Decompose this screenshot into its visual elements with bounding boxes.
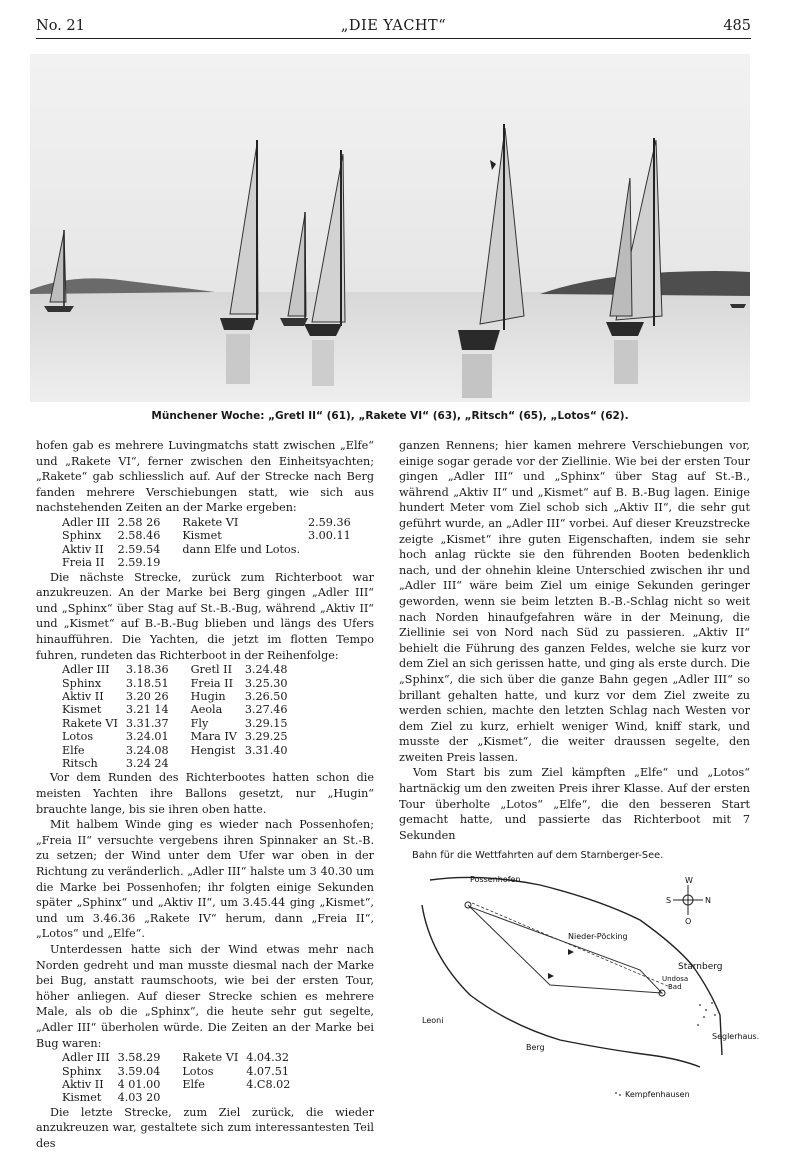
paragraph: ganzen Rennens; hier kamen mehrere Verschiebungen vor, einige sogar gerade vor der Ziellinie. Wie bei der ersten Tour gingen „Adler III“ und „Sphinx“ über Stag auf St.-B., während „Aktiv II“ und „Kismet“ auf B. B.-Bug lagen. Einige hundert Meter vom Ziel schob sich „Aktiv II“, die sehr gut geführt wurde, an „Adler III“ vorbei. Auf dieser Kreuzstrecke zeigte „Kismet“ ihre guten Eigenschaften, indem sie sehr hoch anlag rückte sie den führenden Booten bedenklich nach, und der ohnehin kleine Unterschied zwischen ihr und „Adler III“ wäre beim Ziel um einige Sekunden geringer geworden, wenn sie beim letzten B.-B.-Schlag nicht so weit nach Norden hinaufgefahren wäre in der Meinung, die Ziellinie sei von Nord nach Süd zu passieren. „Aktiv II“ behielt die Führung des ganzen Feldes, welche sie kurz vor dem Ziel an sich gerissen hatte, und ging als erste durch. Die „Sphinx“, die sich über die ganze Bahn gegen „Adler III“ so brillant gehalten hatte, und kurz vor dem Ziel zweite zu werden schien, machte den letzten Schlag nach Westen vor dem Ziel zu kurz, erhielt weniger Wind, kniff stark, und musste der „Kismet“, die weiter draussen segelte, den zweiten Preis lassen. bbox=[399, 439, 750, 764]
compass-o: O bbox=[685, 917, 692, 926]
table-row: Adler III 3.58.29 Rakete VI 4.04.32 bbox=[62, 1051, 289, 1065]
header-rule bbox=[36, 38, 751, 39]
paragraph: Vor dem Runden des Richterbootes hatten schon die meisten Yachten ihre Ballons gesetzt, nur „Hugin“ brauchte lange, bis sie ihren oben hatte. bbox=[36, 771, 374, 816]
table-row: Aktiv II 3.20 26 Hugin 3.26.50 bbox=[62, 689, 288, 703]
paragraph: hofen gab es mehrere Luvingmatchs statt zwischen „Elfe“ und „Rakete VI“, ferner zwischen den Einheitsyachten; „Rakete“ gab schliesslich auf. Auf der Strecke nach Berg fanden mehrere Verschiebungen statt, wie sich aus nachstehenden Zeiten an der Marke ergeben: bbox=[36, 439, 374, 515]
compass-s: S bbox=[666, 896, 672, 905]
times-table-richterboot bbox=[62, 663, 296, 770]
paragraph: Vom Start bis zum Ziel kämpften „Elfe“ und „Lotos“ hartnäckig um den zweiten Preis ihrer Klasse. Auf der ersten Tour überholte „Lotos“ „Elfe“, die den besseren Start gemacht hatte, und passierte das Richterboot mit 7 Sekunden bbox=[399, 766, 750, 842]
label-bad: Bad bbox=[668, 983, 682, 991]
table-row: Kismet 4.03 20 bbox=[62, 1091, 161, 1105]
table-row: Sphinx 2.58.46 Kismet 3.00.11 bbox=[62, 529, 351, 543]
table-row: Elfe 3.24.08 Hengist 3.31.40 bbox=[62, 743, 288, 757]
left-column bbox=[36, 438, 374, 1152]
regatta-photo bbox=[30, 54, 750, 402]
course-map bbox=[400, 845, 760, 1100]
label-possenhofen: Possenhofen bbox=[470, 875, 521, 884]
page-number: 485 bbox=[723, 18, 751, 34]
times-table-bug bbox=[62, 1051, 298, 1105]
table-row: Sphinx 3.18.51 Freia II 3.25.30 bbox=[62, 676, 288, 690]
times-table-berg bbox=[62, 516, 359, 570]
compass-w: W bbox=[685, 876, 693, 885]
page-header bbox=[36, 14, 751, 40]
label-starnberg: Starnberg bbox=[678, 962, 723, 972]
label-niederpocking: Nieder-Pöcking bbox=[568, 932, 628, 941]
table-row: Kismet 3.21 14 Aeola 3.27.46 bbox=[62, 703, 288, 717]
map-title: Bahn für die Wettfahrten auf dem Starnberger-See. bbox=[412, 850, 664, 861]
label-berg: Berg bbox=[526, 1043, 545, 1052]
table-row: Adler III 2.58 26 Rakete VI 2.59.36 bbox=[62, 515, 351, 529]
paragraph: Die letzte Strecke, zum Ziel zurück, die wieder anzukreuzen war, gestaltete sich zum interessantesten Teil des bbox=[36, 1105, 374, 1150]
table-row: Adler III 3.18.36 Gretl II 3.24.48 bbox=[62, 663, 288, 677]
journal-title: „DIE YACHT“ bbox=[340, 18, 447, 34]
table-row: Rakete VI 3.31.37 Fly 3.29.15 bbox=[62, 716, 288, 730]
table-row: Ritsch 3.24 24 bbox=[62, 757, 169, 770]
table-row: Aktiv II 4 01.00 Elfe 4.C8.02 bbox=[62, 1077, 291, 1091]
table-row: Sphinx 3.59.04 Lotos 4.07.51 bbox=[62, 1064, 289, 1078]
photo-caption: Münchener Woche: „Gretl II“ (61), „Rakete VI“ (63), „Ritsch“ (65), „Lotos“ (62). bbox=[151, 410, 629, 422]
table-row: Aktiv II 2.59.54 dann Elfe und Lotos. bbox=[62, 542, 300, 556]
issue-number: No. 21 bbox=[36, 18, 85, 34]
label-seglerhaus: Seglerhaus. bbox=[712, 1032, 760, 1041]
paragraph: Unterdessen hatte sich der Wind etwas mehr nach Norden gedreht und man musste diesmal nach der Marke bei Bug, anstatt raumschoots, wie bei der ersten Tour, höher anliegen. Auf dieser Strecke schien es mehrere Male, als ob die „Sphinx“, die heute sehr gut segelte, „Adler III“ überholen würde. Die Zeiten an der Marke bei Bug waren: bbox=[36, 942, 374, 1050]
table-row: Freia II 2.59.19 bbox=[62, 556, 161, 570]
label-undosa: Undosa bbox=[662, 975, 689, 983]
paragraph: Mit halbem Winde ging es wieder nach Possenhofen; „Freia II“ versuchte vergebens ihren Spinnaker an St.-B. zu setzen; der Wind unter dem Ufer war oben in der Richtung zu veränderlich. „Adler III“ halste um 3 40.30 um die Marke bei Possenhofen; ihr folgten einige Sekunden später „Sphinx“ und „Aktiv II“, um 3.45.44 ging „Kismet“, und um 3.46.36 „Rakete IV“ herum, dann „Freia II“, „Lotos“ und „Elfe“. bbox=[36, 818, 374, 941]
compass bbox=[666, 876, 711, 926]
label-leoni: Leoni bbox=[422, 1016, 444, 1025]
label-kempfenhausen: Kempfenhausen bbox=[625, 1090, 690, 1099]
course-line bbox=[468, 905, 662, 993]
right-column bbox=[399, 438, 750, 843]
paragraph: Die nächste Strecke, zurück zum Richterboot war anzukreuzen. An der Marke bei Berg gingen „Adler III“ und „Sphinx“ über Stag auf St.-B.-Bug, während „Aktiv II“ und „Kismet“ auf B.-B.-Bug blieben und längs des Ufers hinaufführen. Die Yachten, die jetzt im flotten Tempo fuhren, rundeten das Richterboot in der Reihenfolge: bbox=[36, 570, 374, 662]
compass-n: N bbox=[705, 896, 711, 905]
table-row: Lotos 3.24.01 Mara IV 3.29.25 bbox=[62, 730, 288, 744]
